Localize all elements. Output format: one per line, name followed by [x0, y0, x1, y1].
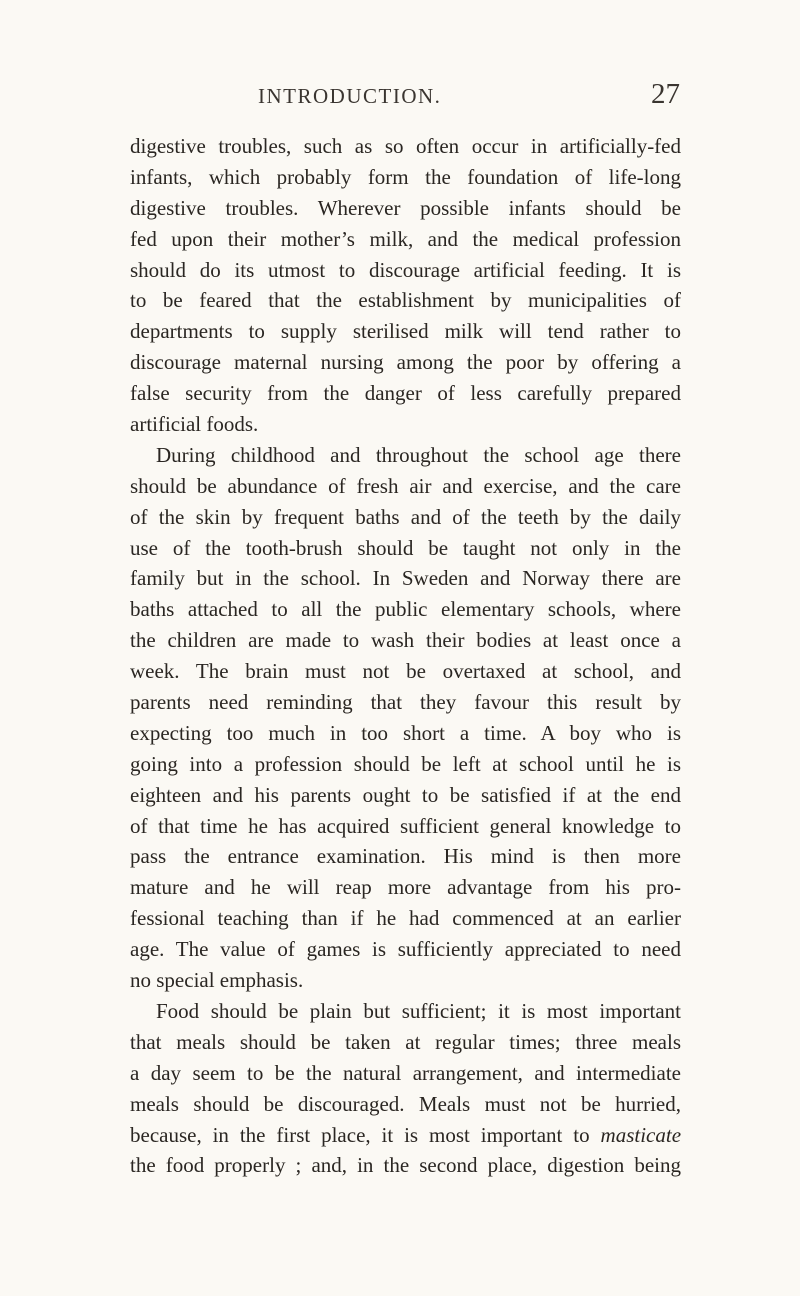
text-line: expecting too much in too short a time. A boy who is: [130, 720, 681, 745]
italic-word: masticate: [600, 1122, 682, 1147]
text-line: of the skin by frequent baths and of the teeth by the daily: [130, 504, 681, 529]
text-line: going into a profession should be left at school until he is: [130, 751, 681, 776]
text-line: age. The value of games is sufficiently appreciated to need: [130, 937, 681, 962]
text-line: week. The brain must not be overtaxed at school, and: [130, 659, 681, 684]
text-line: use of the tooth-brush should be taught not only in the: [130, 535, 681, 560]
text-line: parents need reminding that they favour this result by: [130, 690, 681, 715]
text-line-with-italic: [130, 1120, 681, 1151]
text-line: meals should be discouraged. Meals must not be hurried,: [130, 1091, 681, 1116]
text-line: digestive troubles, such as so often occur in artificially-fed: [130, 134, 681, 158]
text-line: pass the entrance examination. His mind is then more: [130, 844, 681, 869]
text-line: eighteen and his parents ought to be satisfied if at the end: [130, 782, 681, 807]
text-line: should be abundance of fresh air and exercise, and the care: [130, 473, 681, 498]
page-header: [130, 78, 680, 124]
text-line: no special emphasis.: [130, 968, 304, 993]
text-line: fessional teaching than if he had commenced at an earlier: [130, 906, 681, 931]
text-line: During childhood and throughout the school age there: [156, 442, 681, 467]
text-line: a day seem to be the natural arrangement, and intermediate: [130, 1060, 681, 1085]
text-line: the food properly ; and, in the second place, digestion being: [130, 1153, 681, 1178]
text-line: to be feared that the establishment by municipalities of: [130, 288, 681, 313]
text-line: infants, which probably form the foundation of life-long: [130, 164, 681, 189]
text-line: should do its utmost to discourage artificial feeding. It is: [130, 257, 681, 282]
text-line: false security from the danger of less carefully prepared: [130, 381, 681, 406]
page-number: 27: [651, 78, 680, 110]
text-line-part: because, in the first place, it is most important to: [130, 1122, 590, 1147]
text-line: the children are made to wash their bodies at least once a: [130, 628, 681, 653]
text-line: discourage maternal nursing among the poor by offering a: [130, 350, 681, 375]
text-line: artificial foods.: [130, 412, 259, 437]
running-head: INTRODUCTION.: [258, 84, 442, 108]
text-line: Food should be plain but sufficient; it is most important: [156, 998, 681, 1023]
text-line: baths attached to all the public elementary schools, where: [130, 597, 681, 622]
text-line: of that time he has acquired sufficient general knowledge to: [130, 813, 681, 838]
text-line: digestive troubles. Wherever possible infants should be: [130, 195, 681, 220]
text-line: departments to supply sterilised milk will tend rather to: [130, 319, 681, 344]
text-line: fed upon their mother’s milk, and the medical profession: [130, 226, 681, 251]
text-line: mature and he will reap more advantage from his pro-: [130, 875, 681, 900]
text-line: family but in the school. In Sweden and Norway there are: [130, 566, 681, 591]
body-text: [130, 131, 681, 1181]
text-line: that meals should be taken at regular times; three meals: [130, 1029, 681, 1054]
